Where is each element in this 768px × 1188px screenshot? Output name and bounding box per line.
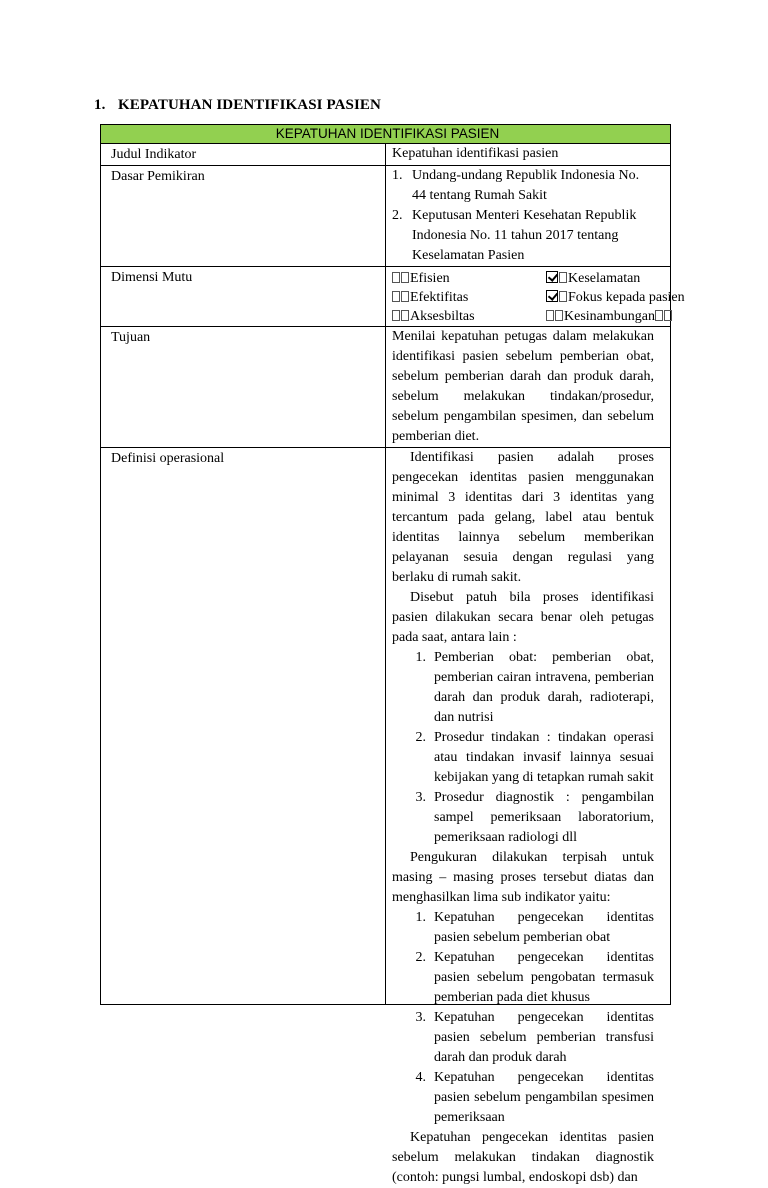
option-label: Fokus kepada pasien xyxy=(568,290,685,305)
list-number: 1. xyxy=(415,910,426,925)
dimensi-cell xyxy=(386,267,685,327)
dimensi-options xyxy=(392,267,685,326)
list-item xyxy=(392,166,654,206)
section-heading xyxy=(94,97,381,114)
row-value xyxy=(386,327,671,448)
option-label: Efektifitas xyxy=(410,290,469,305)
section-title: KEPATUHAN IDENTIFIKASI PASIEN xyxy=(118,97,381,113)
option-efektifitas xyxy=(392,288,546,307)
option-label: Kesinambungan xyxy=(564,309,655,324)
indicator-table xyxy=(100,124,685,1185)
row-label: Tujuan xyxy=(101,327,386,448)
definisi-content xyxy=(392,448,654,1185)
list-number: 3. xyxy=(415,1010,426,1025)
empty-box-icon xyxy=(401,310,409,321)
list-text: Keputusan Menteri Kesehatan Republik Indonesia No. 11 tahun 2017 tentang Keselamatan Pasien xyxy=(412,208,637,263)
table-row xyxy=(101,267,671,327)
list-item xyxy=(392,1008,654,1068)
option-aksesbiltas xyxy=(392,307,546,326)
list-number: 2. xyxy=(415,730,426,745)
list-number: 2. xyxy=(392,208,403,223)
list-item xyxy=(392,948,654,1008)
table-row xyxy=(101,144,671,166)
definisi-paragraph: Kepatuhan pengecekan identitas pasien sebelum melakukan tindakan diagnostik (contoh: pungsi lumbal, endoskopi dsb) dan xyxy=(392,1130,654,1185)
dasar-list-cell xyxy=(386,166,671,267)
list-text: Prosedur tindakan : tindakan operasi atau tindakan invasif lainnya sesuai kebijakan yang di tetapkan rumah sakit xyxy=(434,730,654,785)
checked-box-icon xyxy=(546,271,558,283)
list-item xyxy=(392,206,654,266)
list-text: Prosedur diagnostik : pengambilan sampel pemeriksaan laboratorium, pemeriksaan radiologi dll xyxy=(434,790,654,845)
list-item xyxy=(392,648,654,728)
row-label: Judul Indikator xyxy=(101,144,386,166)
option-label: Efisien xyxy=(410,271,450,286)
option-keselamatan xyxy=(546,269,685,288)
empty-box-icon xyxy=(655,310,663,321)
empty-box-icon xyxy=(559,291,567,302)
table-row xyxy=(101,327,671,448)
list-number: 3. xyxy=(415,790,426,805)
list-item xyxy=(392,728,654,788)
empty-box-icon xyxy=(392,291,400,302)
empty-box-icon xyxy=(401,272,409,283)
option-kesinambungan xyxy=(546,307,685,326)
empty-box-icon xyxy=(401,291,409,302)
table-row xyxy=(101,448,671,1005)
definisi-paragraph: Disebut patuh bila proses identifikasi pasien dilakukan secara benar oleh petugas pada saat, antara lain : xyxy=(392,590,654,645)
empty-box-icon xyxy=(555,310,563,321)
row-value: Kepatuhan identifikasi pasien xyxy=(386,144,671,166)
tujuan-text: Menilai kepatuhan petugas dalam melakukan identifikasi pasien sebelum pemberian obat, sebelum pemberian darah dan produk darah, sebelum melakukan tindakan/prosedur, sebelum pengambilan spesimen, dan sebelum pemberian diet. xyxy=(392,329,654,444)
table-row xyxy=(101,166,671,267)
row-label: Dimensi Mutu xyxy=(101,267,386,327)
list-text: Kepatuhan pengecekan identitas pasien sebelum pemberian transfusi darah dan produk darah xyxy=(434,1010,654,1065)
definisi-paragraph: Identifikasi pasien adalah proses pengecekan identitas pasien menggunakan minimal 3 identitas dari 3 identitas yang tercantum pada gelang, label atau bentuk identitas lainnya sebelum memberikan pelayanan sesuia dengan regulasi yang berlaku di rumah sakit. xyxy=(392,450,654,585)
empty-box-icon xyxy=(664,310,672,321)
list-text: Undang-undang Republik Indonesia No. 44 tentang Rumah Sakit xyxy=(412,168,640,203)
list-item xyxy=(392,788,654,848)
list-number: 4. xyxy=(415,1070,426,1085)
definisi-list-2 xyxy=(392,908,654,1128)
list-text: Kepatuhan pengecekan identitas pasien sebelum pengobatan termasuk pemberian pada diet khusus xyxy=(434,950,654,1005)
option-fokus-pasien xyxy=(546,288,685,307)
table-title: KEPATUHAN IDENTIFIKASI PASIEN xyxy=(101,125,671,144)
option-label: Keselamatan xyxy=(568,271,641,286)
section-number: 1. xyxy=(94,97,106,113)
empty-box-icon xyxy=(546,310,554,321)
list-text: Kepatuhan pengecekan identitas pasien sebelum pemberian obat xyxy=(434,910,654,945)
dasar-list xyxy=(392,166,654,266)
option-efisien xyxy=(392,269,546,288)
list-number: 1. xyxy=(392,168,403,183)
list-number: 1. xyxy=(415,650,426,665)
empty-box-icon xyxy=(392,310,400,321)
row-label: Definisi operasional xyxy=(101,448,386,1005)
table-title-row xyxy=(101,125,671,144)
list-number: 2. xyxy=(415,950,426,965)
empty-box-icon xyxy=(559,272,567,283)
list-item xyxy=(392,908,654,948)
row-label: Dasar Pemikiran xyxy=(101,166,386,267)
checked-box-icon xyxy=(546,290,558,302)
empty-box-icon xyxy=(392,272,400,283)
list-text: Pemberian obat: pemberian obat, pemberian cairan intravena, pemberian darah dan produk darah, radioterapi, dan nutrisi xyxy=(434,650,654,725)
option-label: Aksesbiltas xyxy=(410,309,475,324)
list-item xyxy=(392,1068,654,1128)
definisi-list-1 xyxy=(392,648,654,848)
list-text: Kepatuhan pengecekan identitas pasien sebelum pengambilan spesimen pemeriksaan xyxy=(434,1070,654,1125)
definisi-paragraph: Pengukuran dilakukan terpisah untuk masing – masing proses tersebut diatas dan menghasilkan lima sub indikator yaitu: xyxy=(392,850,654,905)
definisi-cell xyxy=(386,448,671,1185)
